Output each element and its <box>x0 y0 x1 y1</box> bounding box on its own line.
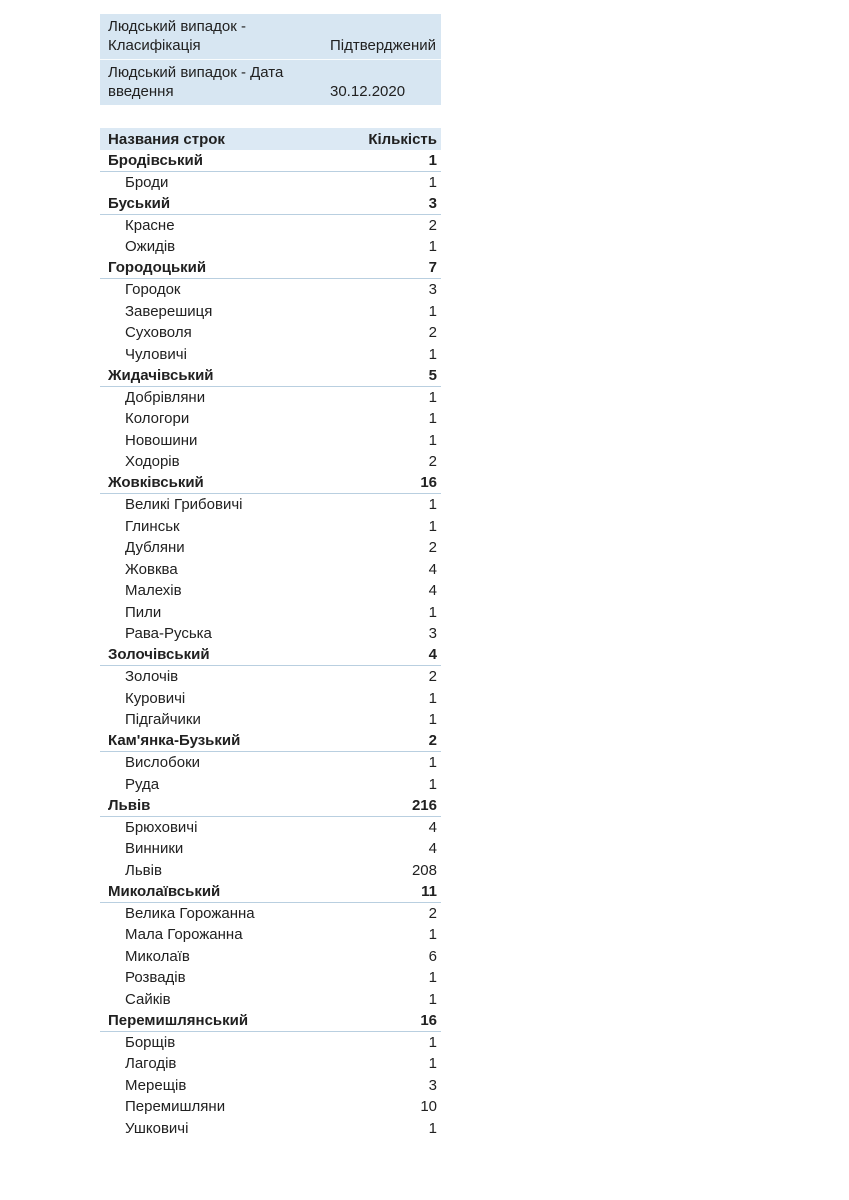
table-row[interactable] <box>100 709 441 731</box>
row-count: 4 <box>428 818 437 836</box>
table-row[interactable] <box>100 1053 441 1075</box>
row-label: Перемишлянський <box>108 1011 249 1029</box>
row-count: 1 <box>428 496 437 514</box>
row-count: 5 <box>428 366 437 384</box>
row-label: Городок <box>125 281 181 299</box>
report-content <box>100 14 441 1139</box>
row-label: Броди <box>125 173 169 191</box>
row-count: 1 <box>428 775 437 793</box>
row-label: Перемишляни <box>125 1098 226 1116</box>
table-row-group[interactable] <box>100 365 441 387</box>
row-label: Чуловичі <box>125 345 187 363</box>
row-count: 1 <box>428 345 437 363</box>
pivot-table-body <box>100 150 441 1139</box>
filter-row-entry-date[interactable] <box>100 59 441 105</box>
row-label: Малехів <box>125 582 182 600</box>
table-row[interactable] <box>100 602 441 624</box>
row-count: 1 <box>428 990 437 1008</box>
row-count: 4 <box>428 646 437 664</box>
table-row[interactable] <box>100 537 441 559</box>
table-row[interactable] <box>100 1118 441 1140</box>
filter-value-entry-date[interactable]: 30.12.2020 <box>330 83 406 100</box>
row-count: 2 <box>428 732 437 750</box>
row-label: Жидачівський <box>108 366 214 384</box>
row-label: Рава-Руська <box>125 625 212 643</box>
row-count: 3 <box>428 625 437 643</box>
row-label: Підгайчики <box>125 711 201 729</box>
row-count: 1 <box>428 969 437 987</box>
table-row[interactable] <box>100 1075 441 1097</box>
row-label: Вислобоки <box>125 754 201 772</box>
table-row[interactable] <box>100 279 441 301</box>
row-label: Миколаїв <box>125 947 190 965</box>
table-header-row[interactable] <box>100 128 441 150</box>
row-label: Львів <box>108 796 151 814</box>
row-label: Дубляни <box>125 539 185 557</box>
row-label: Ходорів <box>125 453 180 471</box>
table-row-group[interactable] <box>100 795 441 817</box>
table-row[interactable] <box>100 301 441 323</box>
row-label: Жовківський <box>108 474 204 492</box>
row-count: 1 <box>428 711 437 729</box>
table-row-group[interactable] <box>100 258 441 280</box>
filter-label-classification: Людський випадок - Класифікація <box>108 18 246 54</box>
table-row[interactable] <box>100 903 441 925</box>
table-row[interactable] <box>100 580 441 602</box>
row-label: Новошини <box>125 431 198 449</box>
row-label: Золочівський <box>108 646 210 664</box>
table-row[interactable] <box>100 688 441 710</box>
row-label: Лагодів <box>125 1055 177 1073</box>
table-row[interactable] <box>100 838 441 860</box>
table-row-group[interactable] <box>100 731 441 753</box>
row-count: 2 <box>428 904 437 922</box>
table-row[interactable] <box>100 1032 441 1054</box>
row-label: Заверешиця <box>125 302 213 320</box>
row-label: Великі Грибовичі <box>125 496 243 514</box>
row-label: Кам'янка-Бузький <box>108 732 241 750</box>
row-labels-header: Названия строк <box>108 130 225 148</box>
table-row[interactable] <box>100 924 441 946</box>
row-label: Ожидів <box>125 238 176 256</box>
table-row[interactable] <box>100 494 441 516</box>
row-label: Золочів <box>125 668 179 686</box>
row-count: 4 <box>428 560 437 578</box>
table-row[interactable] <box>100 172 441 194</box>
row-count: 11 <box>421 882 437 900</box>
row-label: Розвадів <box>125 969 186 987</box>
table-row[interactable] <box>100 215 441 237</box>
row-count: 4 <box>428 582 437 600</box>
row-count: 2 <box>428 216 437 234</box>
row-count: 1 <box>428 754 437 772</box>
row-count: 1 <box>428 238 437 256</box>
row-label: Руда <box>125 775 160 793</box>
row-label: Глинськ <box>125 517 180 535</box>
table-row[interactable] <box>100 752 441 774</box>
row-label: Добрівляни <box>125 388 206 406</box>
row-count: 1 <box>428 1055 437 1073</box>
table-row-group[interactable] <box>100 881 441 903</box>
row-count: 216 <box>411 796 437 814</box>
table-row[interactable] <box>100 387 441 409</box>
row-label: Городоцький <box>108 259 207 277</box>
table-row[interactable] <box>100 236 441 258</box>
table-row[interactable] <box>100 967 441 989</box>
table-row[interactable] <box>100 516 441 538</box>
table-row[interactable] <box>100 344 441 366</box>
row-count: 1 <box>428 517 437 535</box>
row-label: Велика Горожанна <box>125 904 255 922</box>
table-row[interactable] <box>100 989 441 1011</box>
row-label: Миколаївський <box>108 882 221 900</box>
table-row[interactable] <box>100 666 441 688</box>
filter-value-classification[interactable]: Підтверджений <box>330 37 437 54</box>
row-count: 2 <box>428 324 437 342</box>
row-label: Ушковичі <box>125 1119 189 1137</box>
table-row-group[interactable] <box>100 1010 441 1032</box>
table-row[interactable] <box>100 408 441 430</box>
row-label: Суховоля <box>125 324 192 342</box>
row-count: 6 <box>428 947 437 965</box>
row-count: 2 <box>428 539 437 557</box>
row-count: 2 <box>428 668 437 686</box>
count-header: Кількість <box>368 130 437 148</box>
row-count: 16 <box>420 1011 437 1029</box>
table-row-group[interactable] <box>100 645 441 667</box>
row-count: 10 <box>420 1098 437 1116</box>
table-row[interactable] <box>100 559 441 581</box>
row-count: 208 <box>411 861 437 879</box>
row-count: 16 <box>420 474 437 492</box>
filter-row-classification[interactable] <box>100 14 441 59</box>
pivot-table <box>100 128 441 1139</box>
row-count: 2 <box>428 453 437 471</box>
table-row[interactable] <box>100 1096 441 1118</box>
row-label: Борщів <box>125 1033 176 1051</box>
row-count: 1 <box>428 603 437 621</box>
row-label: Брюховичі <box>125 818 198 836</box>
row-count: 1 <box>428 302 437 320</box>
table-row[interactable] <box>100 322 441 344</box>
row-label: Львів <box>125 861 162 879</box>
row-label: Винники <box>125 840 184 858</box>
table-row[interactable] <box>100 451 441 473</box>
row-count: 3 <box>428 194 437 212</box>
row-count: 3 <box>428 1076 437 1094</box>
row-label: Кологори <box>125 410 190 428</box>
row-count: 3 <box>428 281 437 299</box>
table-row[interactable] <box>100 623 441 645</box>
table-row[interactable] <box>100 774 441 796</box>
row-count: 1 <box>428 1033 437 1051</box>
table-row[interactable] <box>100 817 441 839</box>
table-row[interactable] <box>100 860 441 882</box>
row-label: Красне <box>125 216 175 234</box>
row-label: Пили <box>125 603 162 621</box>
row-count: 4 <box>428 840 437 858</box>
row-count: 1 <box>428 173 437 191</box>
filter-label-entry-date: Людський випадок - Дата введення <box>108 64 284 100</box>
row-count: 1 <box>428 1119 437 1137</box>
pivot-filter-block <box>100 14 441 105</box>
row-count: 1 <box>428 431 437 449</box>
table-row[interactable] <box>100 946 441 968</box>
row-label: Жовква <box>125 560 178 578</box>
row-label: Куровичі <box>125 689 186 707</box>
row-label: Сайків <box>125 990 171 1008</box>
row-label: Мерещів <box>125 1076 187 1094</box>
row-label: Мала Горожанна <box>125 926 243 944</box>
row-label: Бродівський <box>108 151 203 169</box>
row-label: Буський <box>108 194 171 212</box>
table-row-group[interactable] <box>100 473 441 495</box>
table-row-group[interactable] <box>100 193 441 215</box>
row-count: 1 <box>428 388 437 406</box>
row-count: 1 <box>428 410 437 428</box>
row-count: 1 <box>428 926 437 944</box>
row-count: 7 <box>428 259 437 277</box>
table-row-group[interactable] <box>100 150 441 172</box>
row-count: 1 <box>428 689 437 707</box>
row-count: 1 <box>428 151 437 169</box>
table-row[interactable] <box>100 430 441 452</box>
